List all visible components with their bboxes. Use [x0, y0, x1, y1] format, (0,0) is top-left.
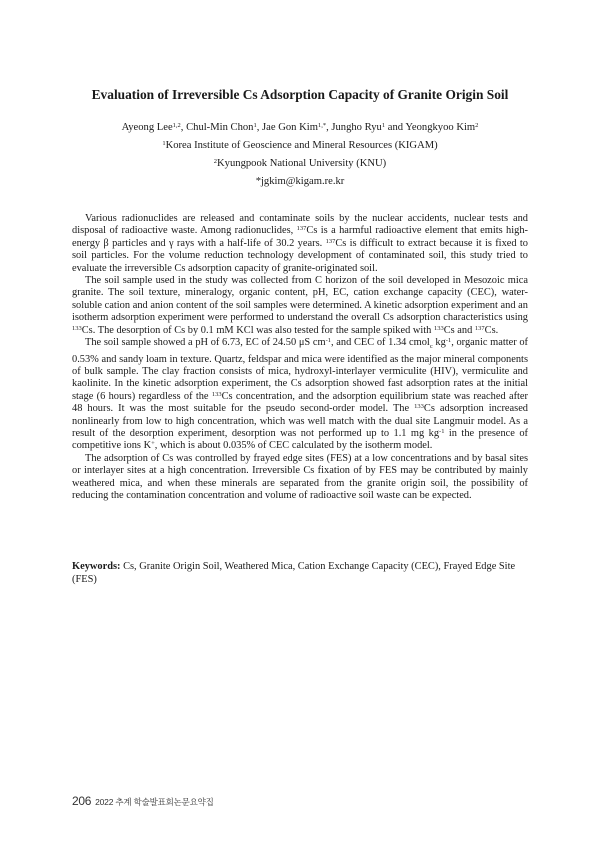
abstract [72, 213, 528, 502]
author-affiliation-marker: 1 [253, 122, 257, 129]
corresponding-email: *jgkim@kigam.re.kr [255, 176, 345, 187]
affiliation-text: Korea Institute of Geoscience and Mineral Resources (KIGAM) [165, 140, 438, 151]
journal-name: 2022 추계 학술발표회논문요약집 [95, 797, 214, 807]
affiliation-marker: 2 [213, 158, 218, 165]
author-name: Jungho Ryu [331, 122, 382, 133]
keywords-label: Keywords: [72, 561, 121, 572]
paper-title: Evaluation of Irreversible Cs Adsorption Capacity of Granite Origin Soil [91, 87, 509, 102]
abstract-paragraph: The soil sample used in the study was collected from C horizon of the soil developed in Mesozoic mica granite. The soil texture, mineralogy, organic content, pH, EC, cation exchange capacity (CEC), water-soluble cation and anion content of the soil samples were determined. A kinetic adsorption experiment and an isotherm adsorption experiment were performed to understand the overall Cs adsorption characteristics using $^{133}$Cs. The desorption of Cs by 0.1 mM KCl was also tested for the sample spiked with $^{133}$Cs and $^{137}$Cs. [72, 275, 528, 336]
keywords [72, 560, 528, 586]
author-affiliation-marker: 1,2 [172, 122, 181, 129]
page-footer [72, 792, 214, 810]
author-name: Chul-Min Chon [186, 122, 254, 133]
affiliation-text: Kyungpook National University (KNU) [217, 158, 387, 169]
author-list: Ayeong Lee$^{1,2}$, Chul-Min Chon$^1$, Jae Gon Kim$^{1,*}$, Jungho Ryu$^1$ and Yeongkyoo Kim$^2$ [121, 122, 479, 133]
affiliation-1 [60, 139, 540, 153]
author-affiliation-marker: 1,* [317, 122, 327, 129]
keywords-text: Cs, Granite Origin Soil, Weathered Mica, Cation Exchange Capacity (CEC), Frayed Edge Site (FES) [72, 561, 516, 585]
author-affiliation-marker: 2 [475, 122, 479, 129]
affiliation-marker: 1 [162, 140, 166, 147]
page-number: 206 [72, 794, 92, 808]
abstract-paragraph: The adsorption of Cs was controlled by frayed edge sites (FES) at a low concentrations and by basal sites or interlayer sites at a high concentration. Irreversible Cs fixation of by FES may be contributed by mainly weathered mica, and when these minerals are separated from the granite origin soil, the possibility of reducing the contamination concentration and volume of radioactive soil waste can be expected. [72, 452, 528, 502]
author-name: Yeongkyoo Kim [405, 122, 476, 133]
author-affiliation-marker: 1 [381, 122, 386, 129]
affiliation-2 [60, 157, 540, 171]
author-name: Jae Gon Kim [262, 122, 318, 133]
abstract-paragraph: The soil sample showed a pH of 6.73, EC of 24.50 μS $cm^{-1}$, and CEC of 1.34 cmol$_c$ $kg^{-1}$, organic matter of 0.53% and sandy loam in texture. Quartz, feldspar and mica were identified as the major mineral components of bulk sample. The clay fraction consists of mica, hydroxyl-interlayer vermiculite (HIV), vermiculite and kaolinite. In the kinetic adsorption experiment, the Cs adsorption showed fast adsorption rates at the initial stage (6 hours) regardless of the $^{133}$Cs concentration, and the adsorption equilibrium state was reached after 48 hours. It was the most suitable for the pseudo second-order model. The $^{133}$Cs adsorption increased nonlinearly from low to high concentration, which was well match with the dual site Langmuir model. As a result of the desorption experiment, desorption was not performed up to 1.1 mg $kg^{-1}$ in the presence of competitive ions K+, which is about 0.035% of CEC calculated by the isotherm model. [72, 337, 529, 452]
abstract-paragraph: Various radionuclides are released and contaminate soils by the nuclear accidents, nuclear tests and disposal of radioactive waste. Among radionuclides, $^{137}$Cs is a harmful radioactive element that emits high-energy β particles and γ rays with a half-life of 30.2 years. $^{137}$Cs is difficult to extract because it is fixed to soil particles. For the volume reduction technology development of contaminated soil, this study tried to evaluate the irreversible Cs adsorption capacity of granite-originated soil. [72, 213, 528, 274]
author-name: Ayeong Lee [121, 122, 173, 133]
